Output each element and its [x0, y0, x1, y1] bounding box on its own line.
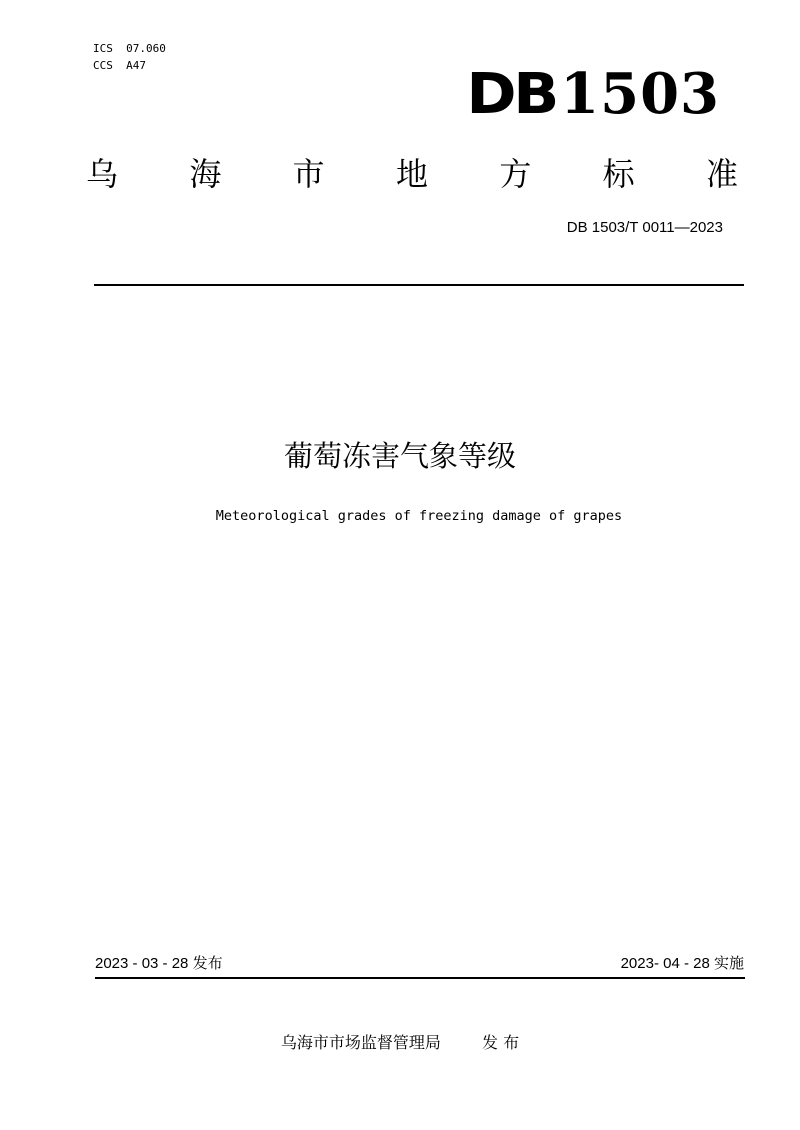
standard-type-char: 市 [292, 155, 325, 193]
standard-type-char: 准 [705, 155, 738, 193]
standard-type-char: 方 [499, 155, 532, 193]
standard-type-heading [86, 152, 738, 196]
issuer-action: 发 布 [482, 1033, 520, 1052]
db-logo-number: 1503 [560, 61, 720, 127]
implementation-date: 2023- 04 - 28 实施 [620, 955, 744, 972]
ics-code: ICS 07.060 [93, 42, 166, 55]
document-title-english: Meteorological grades of freezing damage of grapes [215, 508, 623, 524]
db-standard-logo [466, 61, 720, 127]
document-title-chinese: 葡萄冻害气象等级 [283, 439, 516, 473]
standard-type-char: 海 [189, 155, 222, 193]
db-logo-letters: DB [466, 62, 557, 127]
ccs-code: CCS A47 [93, 59, 146, 72]
standard-type-char: 乌 [86, 155, 119, 193]
issuer-name: 乌海市市场监督管理局 [280, 1033, 441, 1052]
standard-number: DB 1503/T 0011—2023 [566, 219, 723, 236]
footer-divider [95, 977, 745, 979]
classification-codes [93, 40, 166, 74]
header-divider [94, 284, 744, 286]
standard-type-char: 标 [602, 155, 635, 193]
standard-type-char: 地 [395, 155, 428, 193]
issuing-authority [0, 1031, 800, 1055]
issue-date: 2023 - 03 - 28 发布 [95, 955, 223, 972]
